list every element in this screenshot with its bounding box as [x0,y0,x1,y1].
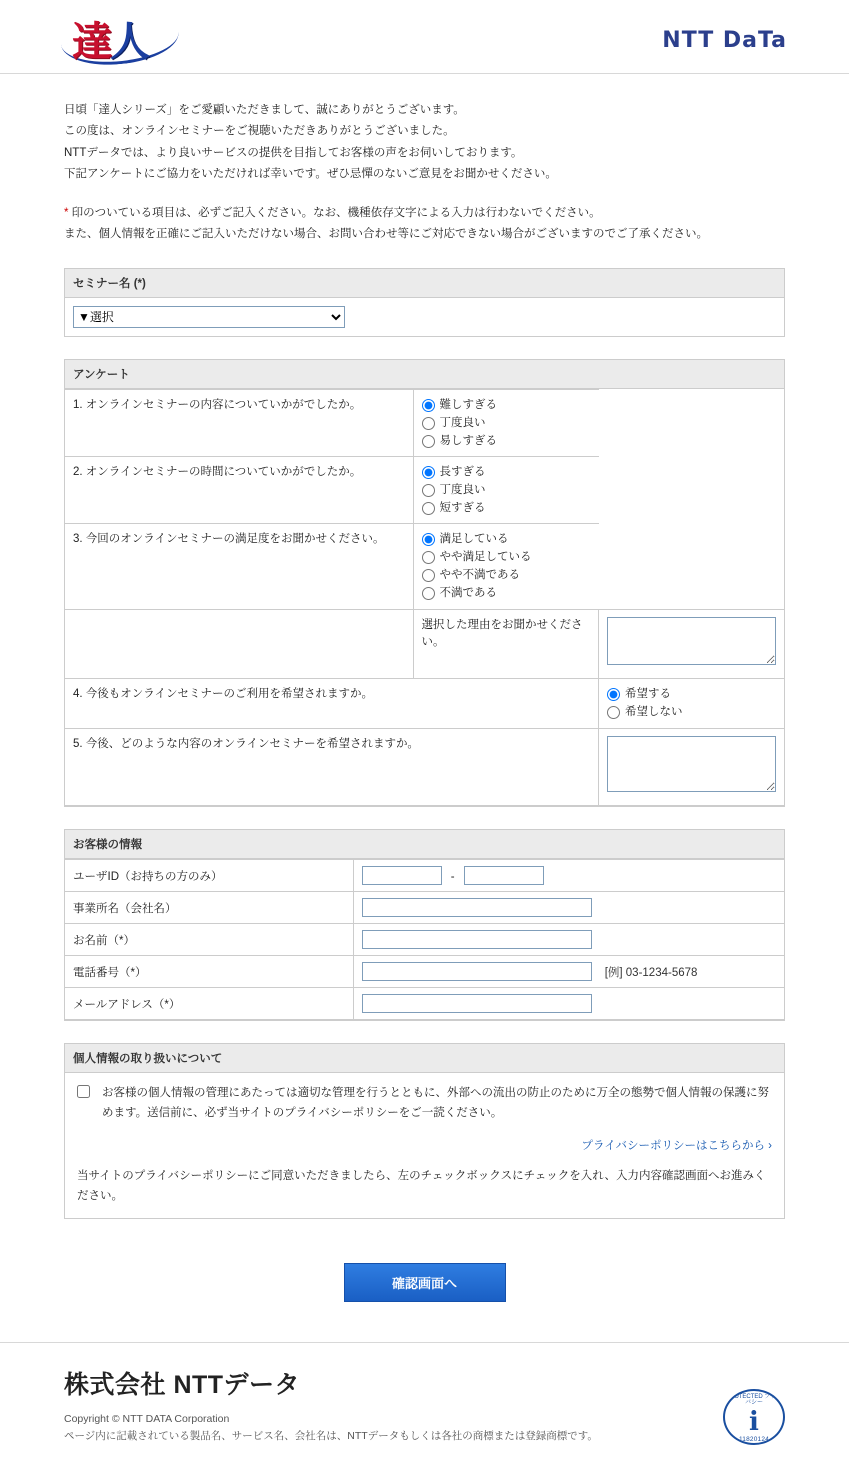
question-5-label: 5. 今後、どのような内容のオンラインセミナーを希望されますか。 [65,728,599,806]
question-1-option-1-label[interactable]: 丁度良い [439,416,486,429]
question-2-label: 2. オンラインセミナーの時間についていかがでしたか。 [65,456,413,523]
survey-panel-title: アンケート [65,360,784,389]
question-2-options [413,456,599,523]
table-row [65,892,784,924]
reason-indent-cell [65,609,413,679]
phone-cell [353,956,784,988]
radio-option[interactable] [422,531,591,547]
privacy-panel-title: 個人情報の取り扱いについて [65,1044,784,1073]
customer-info-table [65,859,784,1020]
table-row [65,456,784,523]
reason-textarea[interactable] [607,617,776,665]
intro-text [64,100,785,185]
radio-option[interactable] [422,464,591,480]
intro-line-1: 日頃「達人シリーズ」をご愛顧いただきまして、誠にありがとうございます。 [64,104,465,116]
question-2-option-0-label[interactable]: 長すぎる [439,465,486,478]
reason-label: 選択した理由をお聞かせください。 [413,609,599,679]
phone-input[interactable] [362,962,592,981]
email-input[interactable] [362,994,592,1013]
privacy-policy-link-wrap [77,1136,772,1156]
page-footer [0,1342,849,1471]
radio-option[interactable] [607,704,776,720]
seminar-panel-title: セミナー名 (*) [65,269,784,298]
required-notice [64,203,785,246]
privacy-policy-link[interactable]: プライバシーポリシーはこちらから › [581,1139,772,1152]
phone-hint: [例] 03-1234-5678 [604,966,698,979]
customer-info-panel [64,829,785,1021]
tatsujin-logo[interactable] [62,8,182,66]
submit-area [64,1263,785,1302]
radio-option[interactable] [422,549,591,565]
question-4-option-1-label[interactable]: 希望しない [625,706,683,719]
user-id-label: ユーザID（お持ちの方のみ） [65,860,353,892]
question-4-options [599,679,785,728]
email-label: メールアドレス（*） [65,988,353,1020]
question-3-options [413,524,599,609]
user-id-separator: - [450,870,455,883]
question-3-option-0-label[interactable]: 満足している [439,533,509,546]
intro-line-3: NTTデータでは、より良いサービスの提供を目指してお客様の声をお伺いしております。 [64,146,523,159]
seminar-panel [64,268,785,337]
question-1-options [413,389,599,456]
question-4-radio-1[interactable] [607,706,620,719]
radio-option[interactable] [422,433,591,449]
survey-table [65,389,784,807]
table-row [65,679,784,728]
question-3-option-3-label[interactable]: 不満である [439,587,497,600]
question-4-option-0-label[interactable]: 希望する [625,688,671,701]
radio-option[interactable] [422,585,591,601]
question-3-label: 3. 今回のオンラインセミナーの満足度をお聞かせください。 [65,524,413,609]
radio-option[interactable] [422,482,591,498]
table-row [65,524,784,609]
table-row [65,609,784,679]
name-cell [353,924,784,956]
footer-legal [64,1411,785,1445]
reason-input-cell [599,609,785,679]
privacy-panel [64,1043,785,1219]
phone-label: 電話番号（*） [65,956,353,988]
table-row [65,988,784,1020]
question-1-radio-2[interactable] [422,435,435,448]
user-id-cell [353,860,784,892]
radio-option[interactable] [422,500,591,516]
footer-trademark: ページ内に記載されている製品名、サービス名、会社名は、NTTデータもしくは各社の商標または登録商標です。 [64,1429,598,1442]
notice-line-1: * 印のついている項目は、必ずご記入ください。なお、機種依存文字による入力は行わないでください。 [64,207,601,220]
radio-option[interactable] [422,567,591,583]
question-1-radio-0[interactable] [422,399,435,412]
privacy-mark-top-text: PROTECTED プライバシー [725,1393,783,1407]
privacy-mark-letter: i [749,1406,759,1437]
question-5-input-cell [599,728,785,806]
page-header [0,0,849,74]
privacy-tail-text: 当サイトのプライバシーポリシーにご同意いただきましたら、左のチェックボックスにチェックを入れ、入力内容確認画面へお進みください。 [77,1169,766,1202]
table-row [65,389,784,456]
company-name-cell [353,892,784,924]
privacy-mark-number: 11820124 [738,1436,770,1444]
table-row [65,924,784,956]
question-3-radio-0[interactable] [422,533,435,546]
seminar-panel-body [65,298,784,336]
footer-brand: 株式会社 NTTデータ [64,1370,301,1399]
user-id-part2-input[interactable] [464,866,544,885]
table-row [65,956,784,988]
name-label: お名前（*） [65,924,353,956]
logo-kanji: 達人 [72,18,148,65]
privacy-agreement-row [77,1083,772,1123]
question-2-radio-2[interactable] [422,502,435,515]
required-mark: * [64,207,69,220]
survey-panel [64,359,785,808]
user-id-part1-input[interactable] [362,866,442,885]
customer-info-title: お客様の情報 [65,830,784,859]
email-cell [353,988,784,1020]
nttdata-logo: NTT DaTa [662,28,787,53]
question-5-textarea[interactable] [607,736,776,792]
question-3-radio-2[interactable] [422,569,435,582]
question-1-label: 1. オンラインセミナーの内容についていかがでしたか。 [65,389,413,456]
radio-option[interactable] [422,397,591,413]
footer-copyright: Copyright © NTT DATA Corporation [64,1412,230,1425]
intro-line-4: 下記アンケートにご協力をいただければ幸いです。ぜひ忌憚のないご意見をお聞かせください。 [64,167,557,180]
question-1-option-0-label[interactable]: 難しすぎる [439,398,497,411]
question-1-radio-1[interactable] [422,417,435,430]
intro-line-2: この度は、オンラインセミナーをご視聴いただきありがとうございました。 [64,125,455,138]
seminar-select[interactable] [73,306,345,328]
question-3-radio-1[interactable] [422,551,435,564]
privacy-agreement-text: お客様の個人情報の管理にあたっては適切な管理を行うとともに、外部への流出の防止のために万全の態勢で個人情報の保護に努めます。送信前に、必ず当サイトのプライバシーポリシーをご一読ください。 [102,1087,769,1120]
notice-line-2: また、個人情報を正確にご記入いただけない場合、お問い合わせ等にご対応できない場合がございますのでご了承ください。 [64,228,708,241]
question-2-option-2-label[interactable]: 短すぎる [439,502,486,515]
question-4-label: 4. 今後もオンラインセミナーのご利用を希望されますか。 [65,679,599,728]
question-2-radio-0[interactable] [422,466,435,479]
privacy-panel-body [65,1073,784,1218]
radio-option[interactable] [607,686,776,702]
radio-option[interactable] [422,415,591,431]
company-name-input[interactable] [362,898,592,917]
table-row [65,728,784,806]
table-row [65,860,784,892]
name-input[interactable] [362,930,592,949]
confirm-button[interactable]: 確認画面へ [344,1263,506,1302]
question-2-option-1-label[interactable]: 丁度良い [439,483,486,496]
question-1-option-2-label[interactable]: 易しすぎる [439,434,497,447]
company-name-label: 事業所名（会社名） [65,892,353,924]
question-4-radio-0[interactable] [607,688,620,701]
question-3-radio-3[interactable] [422,587,435,600]
question-2-radio-1[interactable] [422,484,435,497]
question-3-option-1-label[interactable]: やや満足している [439,551,532,564]
privacy-mark-icon [723,1389,785,1445]
question-3-option-2-label[interactable]: やや不満である [439,569,520,582]
privacy-agree-checkbox[interactable] [77,1085,90,1098]
